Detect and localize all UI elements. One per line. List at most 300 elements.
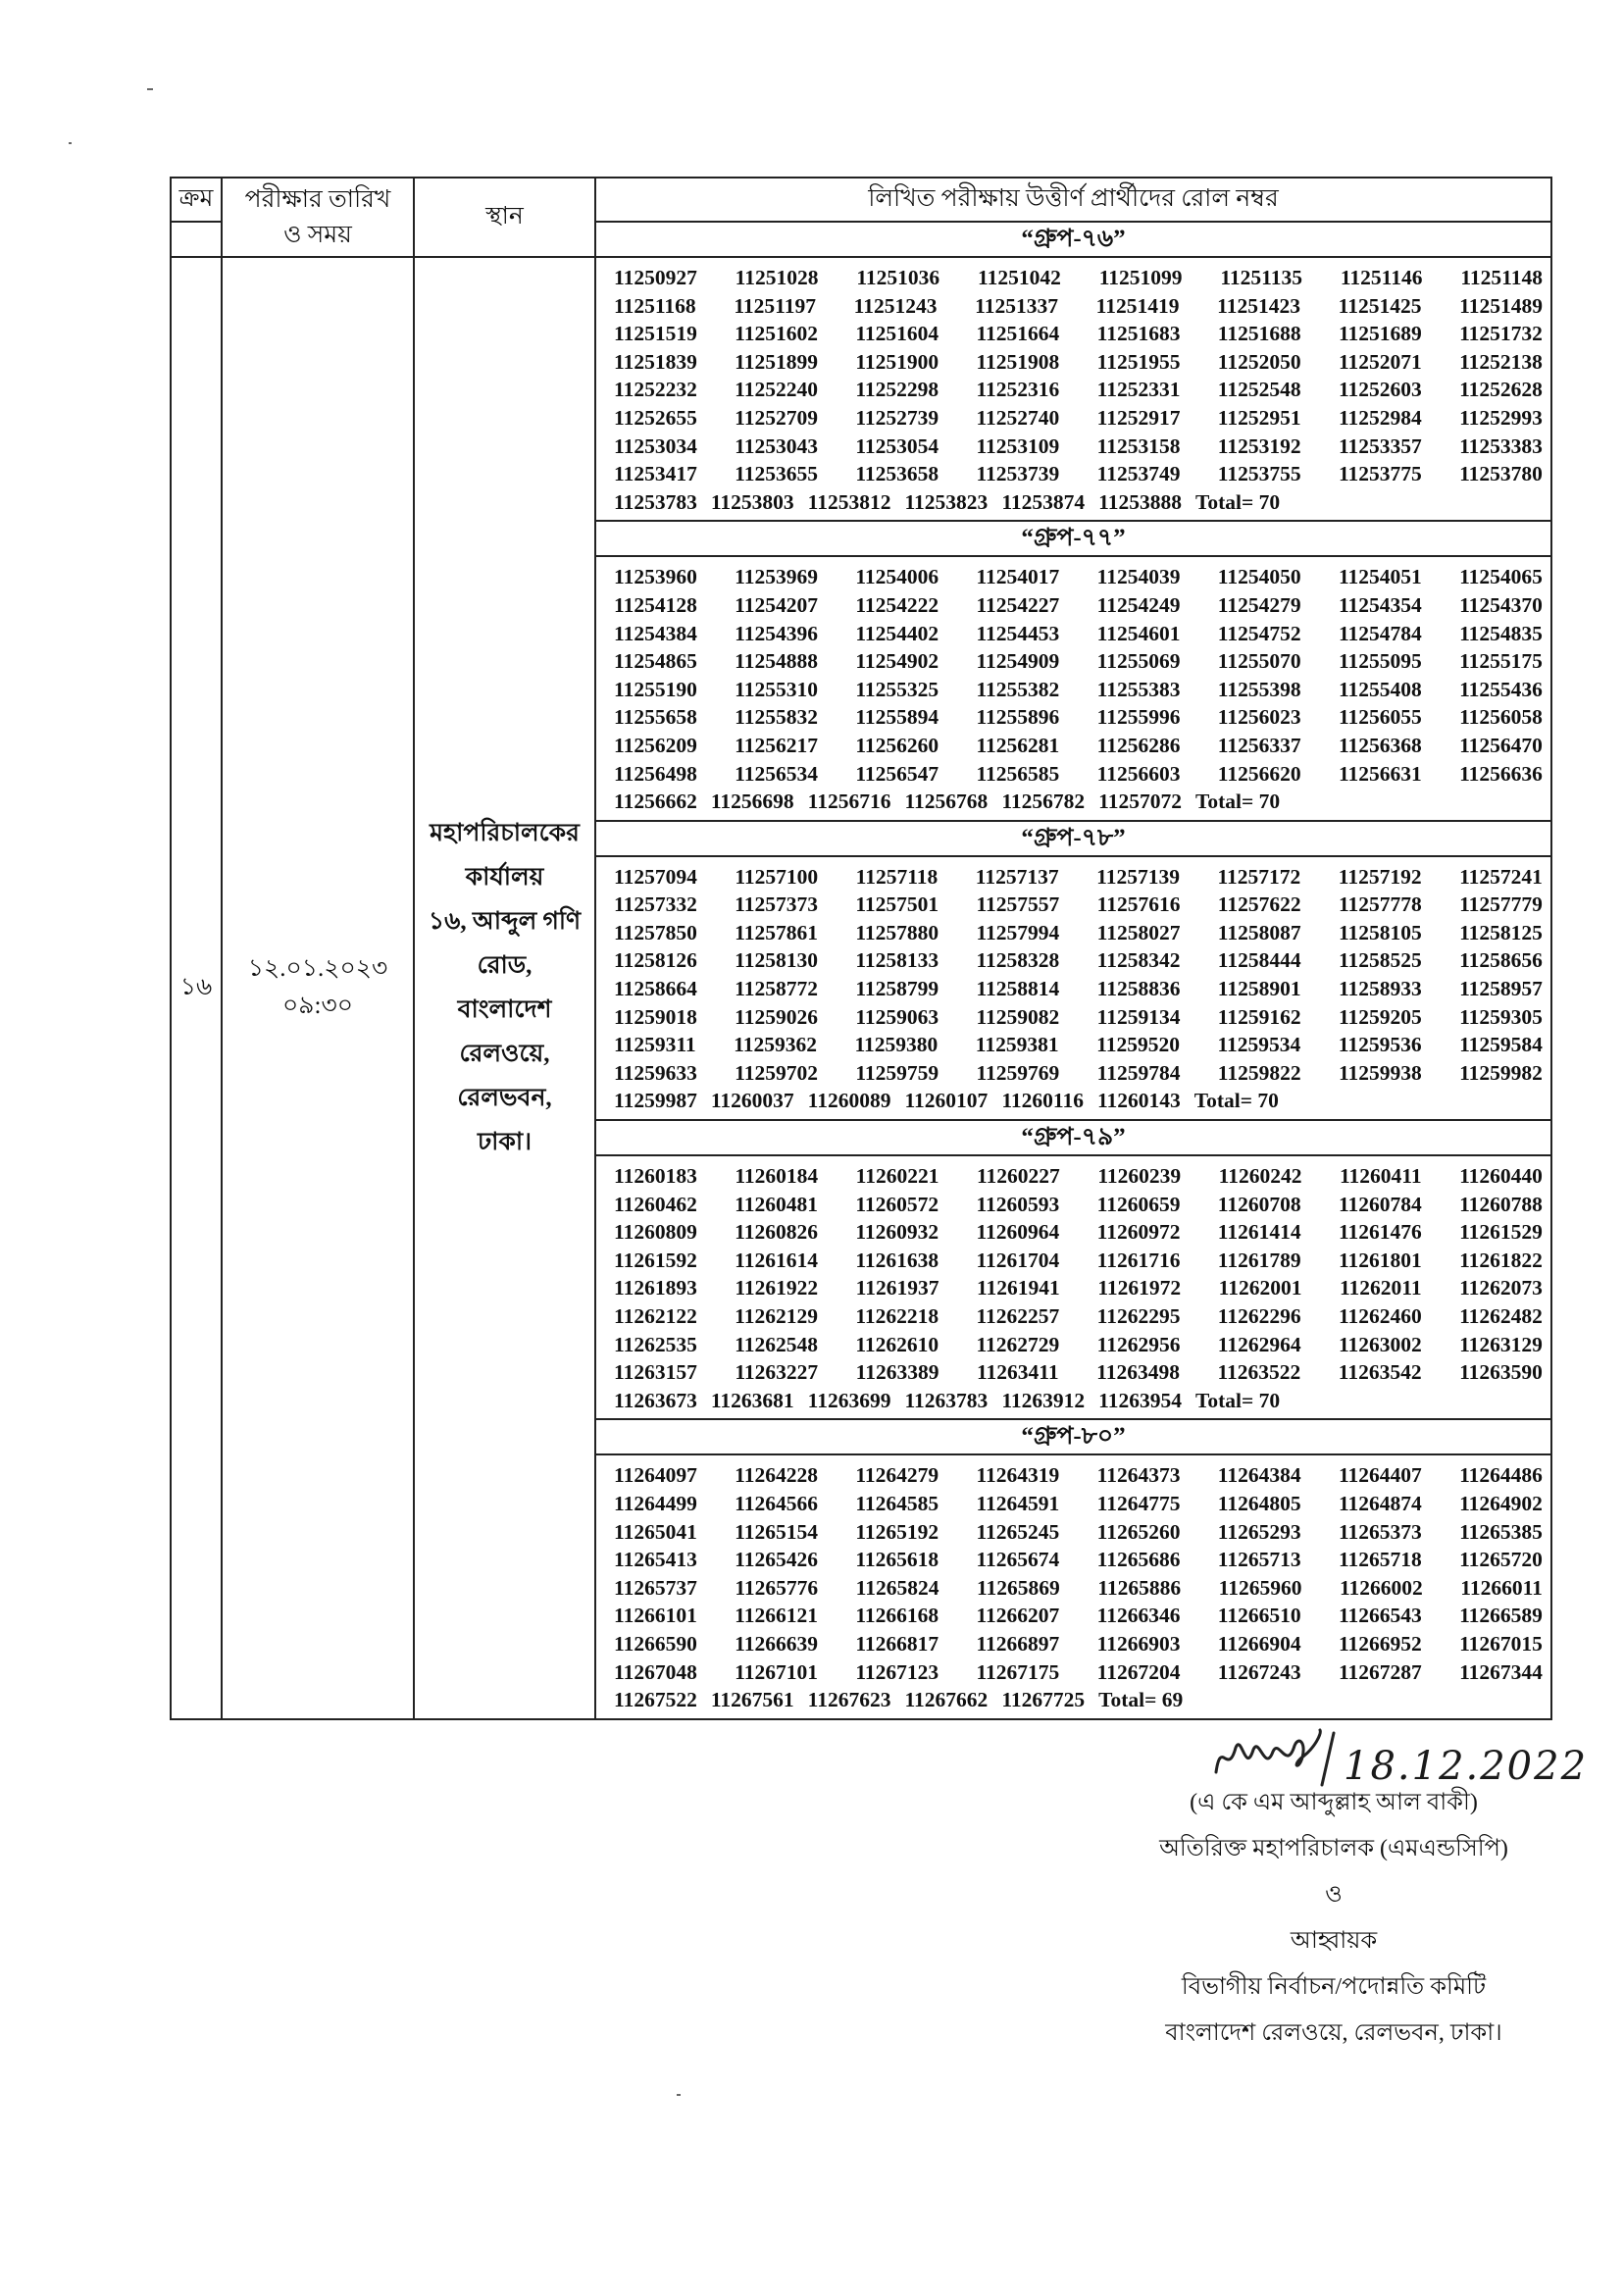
roll-number: 11259633 (614, 1060, 697, 1085)
roll-number: 11257137 (975, 864, 1059, 889)
roll-number: 11260809 (614, 1220, 697, 1245)
scan-speck (147, 88, 153, 90)
roll-number: 11263783 (904, 1388, 989, 1412)
roll-number-row (614, 863, 1543, 892)
roll-number: 11258027 (1096, 920, 1181, 944)
roll-number: 11253054 (855, 433, 939, 458)
roll-number: 11263681 (710, 1388, 794, 1412)
roll-number: 11253969 (735, 565, 818, 589)
group-total: Total= 70 (1194, 790, 1281, 814)
roll-number: 11252709 (735, 405, 818, 430)
exam-date: ১২.০১.২০২৩ (247, 955, 388, 983)
roll-number-row (614, 264, 1543, 292)
roll-number: 11260440 (1459, 1164, 1543, 1189)
roll-number: 11251489 (1459, 293, 1543, 318)
roll-number: 11256368 (1338, 733, 1422, 757)
roll-number: 11252655 (614, 405, 697, 430)
roll-number: 11265824 (855, 1575, 939, 1600)
roll-number: 11260116 (1001, 1089, 1084, 1113)
roll-number: 11253383 (1459, 433, 1543, 458)
roll-number: 11256782 (1001, 790, 1086, 814)
group-rolls (595, 556, 1551, 820)
roll-number: 11266903 (1096, 1631, 1181, 1656)
roll-number: 11257861 (735, 920, 818, 944)
roll-number: 11256337 (1217, 733, 1301, 757)
roll-number: 11260227 (976, 1164, 1060, 1189)
roll-number: 11257172 (1217, 864, 1301, 889)
roll-number: 11259534 (1217, 1033, 1301, 1057)
roll-number: 11253749 (1096, 462, 1181, 486)
roll-number: 11258933 (1338, 977, 1422, 1001)
group-total: Total= 70 (1193, 1089, 1279, 1113)
roll-number: 11264499 (614, 1491, 697, 1515)
roll-number: 11265737 (614, 1575, 697, 1600)
roll-number: 11264279 (855, 1463, 939, 1488)
roll-number: 11260037 (710, 1089, 794, 1113)
roll-number-row (614, 946, 1543, 975)
roll-number-row (614, 732, 1543, 760)
roll-number: 11264486 (1459, 1463, 1543, 1488)
roll-number-row (614, 1686, 1543, 1714)
roll-number: 11251732 (1459, 322, 1543, 346)
roll-number-row (614, 376, 1543, 404)
venue-line: রেলভবন, (457, 1085, 552, 1112)
roll-number: 11262964 (1217, 1332, 1301, 1356)
roll-number: 11262295 (1096, 1304, 1181, 1328)
roll-number: 11253739 (976, 462, 1060, 486)
roll-number-row (614, 760, 1543, 789)
roll-number: 11254017 (976, 565, 1060, 589)
roll-number: 11251689 (1338, 322, 1422, 346)
roll-number: 11266510 (1217, 1604, 1301, 1628)
roll-number: 11253655 (735, 462, 818, 486)
roll-number: 11254453 (976, 621, 1060, 645)
roll-number: 11253812 (807, 489, 891, 514)
roll-number: 11266590 (614, 1631, 697, 1656)
roll-number: 11254051 (1338, 565, 1422, 589)
roll-number: 11257778 (1338, 892, 1422, 917)
roll-number: 11261801 (1338, 1248, 1422, 1272)
roll-number: 11265960 (1218, 1575, 1302, 1600)
roll-number-row (614, 1630, 1543, 1658)
roll-number: 11254039 (1096, 565, 1181, 589)
roll-number: 11254402 (855, 621, 939, 645)
roll-number: 11266589 (1459, 1604, 1543, 1628)
roll-number: 11259759 (855, 1060, 939, 1085)
venue-line: মহাপরিচালকের (430, 820, 580, 847)
roll-number: 11255310 (735, 677, 818, 701)
roll-number: 11265192 (855, 1519, 939, 1544)
roll-number: 11266543 (1338, 1604, 1422, 1628)
roll-number: 11258525 (1338, 948, 1422, 973)
roll-number: 11254752 (1217, 621, 1301, 645)
roll-number: 11265713 (1217, 1548, 1301, 1572)
roll-number-row (614, 1574, 1543, 1603)
roll-number: 11259584 (1459, 1033, 1543, 1057)
roll-number: 11252050 (1217, 349, 1301, 374)
roll-number-row (614, 676, 1543, 704)
roll-number: 11261529 (1459, 1220, 1543, 1245)
roll-number: 11252628 (1459, 378, 1543, 402)
roll-number: 11258799 (855, 977, 939, 1001)
roll-number: 11263129 (1459, 1332, 1543, 1356)
roll-number: 11254784 (1338, 621, 1422, 645)
roll-number-row (614, 1461, 1543, 1490)
roll-number: 11255832 (735, 705, 818, 730)
roll-number: 11251036 (856, 266, 940, 289)
roll-number: 11255190 (614, 677, 697, 701)
signatory-conjunction: ও (1325, 1882, 1343, 1908)
roll-number-row (614, 647, 1543, 676)
roll-number: 11265869 (976, 1575, 1060, 1600)
roll-number: 11261972 (1097, 1276, 1182, 1300)
roll-number-row (614, 404, 1543, 433)
roll-number: 11253823 (904, 489, 989, 514)
roll-number: 11265373 (1338, 1519, 1422, 1544)
roll-number: 11254065 (1459, 565, 1543, 589)
roll-number: 11262011 (1339, 1276, 1422, 1300)
roll-number: 11261822 (1459, 1248, 1543, 1272)
roll-number: 11260481 (735, 1192, 818, 1216)
roll-number: 11261893 (614, 1276, 697, 1300)
roll-number: 11251900 (855, 349, 939, 374)
roll-number: 11267015 (1459, 1631, 1543, 1656)
roll-number: 11260143 (1096, 1089, 1181, 1113)
roll-number: 11253780 (1459, 462, 1543, 486)
roll-number: 11257779 (1459, 892, 1543, 917)
roll-number: 11264591 (976, 1491, 1060, 1515)
roll-number: 11251683 (1096, 322, 1181, 346)
roll-number-row (614, 1358, 1543, 1387)
roll-number: 11267522 (614, 1688, 697, 1712)
office-address: বাংলাদেশ রেলওয়ে, রেলভবন, ঢাকা। (1165, 2020, 1502, 2046)
roll-number: 11263954 (1098, 1388, 1182, 1412)
roll-number: 11251337 (975, 293, 1058, 318)
roll-number: 11253755 (1217, 462, 1301, 486)
scan-speck (69, 142, 72, 144)
roll-number: 11267287 (1338, 1659, 1422, 1684)
venue-line: রোড, (477, 952, 533, 980)
roll-number: 11266002 (1339, 1575, 1423, 1600)
roll-number: 11264097 (614, 1463, 697, 1488)
roll-number: 11261476 (1338, 1220, 1422, 1245)
roll-number: 11260462 (614, 1192, 697, 1216)
roll-number: 11257192 (1338, 864, 1422, 889)
roll-number: 11257139 (1096, 864, 1180, 889)
roll-number: 11253658 (855, 462, 939, 486)
roll-number: 11256636 (1459, 761, 1543, 786)
roll-number: 11259205 (1338, 1004, 1422, 1029)
roll-number-row (614, 1387, 1543, 1415)
group-total: Total= 70 (1194, 1388, 1281, 1412)
signatory-name: (এ কে এম আব্দুল্লাহ আল বাকী) (1190, 1790, 1478, 1815)
roll-number: 11257850 (614, 920, 697, 944)
roll-number-row (614, 891, 1543, 919)
venue-line: ১৬, আব্দুল গণি (428, 908, 582, 936)
roll-number-row (614, 620, 1543, 648)
group-rolls (595, 856, 1551, 1120)
roll-number: 11253803 (710, 489, 794, 514)
roll-number: 11261941 (976, 1276, 1060, 1300)
roll-number: 11259026 (735, 1004, 818, 1029)
roll-number: 11259536 (1338, 1033, 1422, 1057)
roll-number: 11252240 (735, 378, 818, 402)
roll-number: 11265293 (1217, 1519, 1301, 1544)
roll-number: 11262460 (1338, 1304, 1422, 1328)
roll-number: 11256585 (976, 761, 1060, 786)
roll-number: 11260932 (855, 1220, 939, 1245)
roll-number: 11261638 (855, 1248, 939, 1272)
roll-number: 11251042 (978, 266, 1061, 289)
roll-number: 11251135 (1220, 266, 1302, 289)
group-total: Total= 69 (1098, 1688, 1184, 1712)
roll-number: 11266639 (735, 1631, 818, 1656)
roll-number: 11257994 (976, 920, 1060, 944)
roll-number: 11252917 (1096, 405, 1181, 430)
roll-number: 11251519 (614, 322, 697, 346)
roll-number: 11259082 (976, 1004, 1060, 1029)
roll-number-row (614, 591, 1543, 620)
roll-number: 11255996 (1096, 705, 1181, 730)
roll-number: 11255382 (976, 677, 1060, 701)
roll-number: 11254835 (1459, 621, 1543, 645)
roll-number: 11254279 (1217, 592, 1301, 617)
roll-number: 11259162 (1217, 1004, 1301, 1029)
roll-number: 11258957 (1459, 977, 1543, 1001)
roll-number: 11264585 (855, 1491, 939, 1515)
roll-number: 11263157 (614, 1360, 697, 1385)
roll-number: 11254006 (855, 565, 939, 589)
roll-number: 11266121 (735, 1604, 818, 1628)
scan-speck (677, 2094, 681, 2096)
roll-number: 11262073 (1459, 1276, 1543, 1300)
roll-number: 11252740 (976, 405, 1060, 430)
roll-number: 11251419 (1095, 293, 1180, 318)
roll-number: 11256055 (1338, 705, 1422, 730)
roll-number-row (614, 788, 1543, 816)
roll-number-row (614, 1218, 1543, 1247)
roll-number: 11264775 (1096, 1491, 1181, 1515)
venue-line: রেলওয়ে, (459, 1041, 550, 1068)
roll-number: 11260107 (904, 1089, 989, 1113)
group-title: “গ্রুপ-৭৬” (595, 222, 1551, 257)
roll-number: 11266904 (1217, 1631, 1301, 1656)
roll-number: 11251168 (614, 293, 696, 318)
roll-number: 11257100 (735, 864, 819, 889)
roll-number: 11261789 (1217, 1248, 1301, 1272)
roll-number-row (614, 1087, 1543, 1115)
roll-number: 11260708 (1217, 1192, 1301, 1216)
roll-number: 11265674 (976, 1548, 1060, 1572)
roll-number: 11258130 (735, 948, 818, 973)
group-rolls (595, 1454, 1551, 1718)
roll-number-row (614, 563, 1543, 591)
roll-number: 11259520 (1096, 1033, 1180, 1057)
roll-number: 11260964 (976, 1220, 1060, 1245)
roll-number: 11254050 (1217, 565, 1301, 589)
signatory-designation: অতিরিক্ত মহাপরিচালক (এমএন্ডসিপি) (1159, 1836, 1508, 1861)
roll-number: 11251146 (1340, 266, 1423, 289)
roll-number: 11251688 (1217, 322, 1301, 346)
roll-number-row (614, 292, 1543, 321)
group-title: “গ্রুপ-৭৮” (595, 821, 1551, 856)
roll-number: 11267048 (614, 1659, 697, 1684)
roll-number: 11267662 (904, 1688, 989, 1712)
roll-number: 11257241 (1459, 864, 1543, 889)
roll-number: 11256281 (976, 733, 1060, 757)
roll-number: 11257616 (1096, 892, 1181, 917)
roll-number: 11259311 (614, 1033, 696, 1057)
signature-block (1118, 1780, 1549, 2057)
roll-number: 11256470 (1459, 733, 1543, 757)
roll-number: 11266897 (976, 1631, 1060, 1656)
roll-number: 11267204 (1096, 1659, 1181, 1684)
exam-time: ০৯:৩০ (282, 993, 353, 1020)
roll-number: 11257622 (1217, 892, 1301, 917)
roll-number-row (614, 1602, 1543, 1630)
roll-number: 11251664 (976, 322, 1060, 346)
roll-number-row (614, 1162, 1543, 1191)
header-date-line1: পরীক্ষার তারিখ (244, 185, 391, 213)
roll-number: 11259381 (975, 1033, 1059, 1057)
roll-number: 11252232 (614, 378, 697, 402)
roll-number: 11252739 (855, 405, 939, 430)
roll-number: 11264373 (1096, 1463, 1181, 1488)
roll-number-row (614, 1003, 1543, 1032)
roll-number: 11255408 (1338, 677, 1422, 701)
roll-number: 11255069 (1096, 649, 1181, 674)
header-date-time (222, 178, 414, 257)
roll-number: 11262956 (1096, 1332, 1181, 1356)
roll-number: 11253417 (614, 462, 697, 486)
roll-number: 11265618 (855, 1548, 939, 1572)
roll-number: 11258133 (855, 948, 939, 973)
roll-number: 11256058 (1459, 705, 1543, 730)
roll-number: 11251839 (614, 349, 697, 374)
roll-number: 11262729 (976, 1332, 1060, 1356)
roll-number: 11265154 (735, 1519, 818, 1544)
roll-number: 11251425 (1338, 293, 1422, 318)
roll-number: 11255398 (1217, 677, 1301, 701)
roll-number: 11263590 (1459, 1360, 1543, 1385)
handwritten-date: 18.12.2022 (1344, 1744, 1589, 1789)
roll-number-row (614, 1331, 1543, 1359)
roll-number: 11266101 (614, 1604, 697, 1628)
roll-number: 11262257 (976, 1304, 1060, 1328)
roll-number: 11254249 (1096, 592, 1181, 617)
roll-number: 11263227 (735, 1360, 819, 1385)
roll-number: 11261922 (735, 1276, 819, 1300)
roll-number: 11260826 (735, 1220, 818, 1245)
roll-number: 11251197 (734, 293, 816, 318)
roll-number: 11258105 (1338, 920, 1422, 944)
roll-number-row (614, 1658, 1543, 1687)
roll-number: 11265426 (735, 1548, 818, 1572)
roll-number: 11263522 (1217, 1360, 1301, 1385)
roll-number-row (614, 1274, 1543, 1302)
roll-number: 11256534 (735, 761, 818, 786)
roll-number: 11251243 (853, 293, 938, 318)
roll-number: 11253043 (735, 433, 818, 458)
roll-number: 11256023 (1217, 705, 1301, 730)
roll-number: 11251899 (735, 349, 818, 374)
roll-number-row (614, 433, 1543, 461)
serial-cell: ১৬ (171, 257, 222, 1719)
roll-number: 11258772 (735, 977, 818, 1001)
committee-name: বিভাগীয় নির্বাচন/পদোন্নতি কমিটি (1181, 1974, 1487, 2000)
roll-number: 11261937 (855, 1276, 939, 1300)
roll-number: 11251955 (1096, 349, 1181, 374)
roll-number: 11259063 (855, 1004, 939, 1029)
roll-number: 11253109 (976, 433, 1060, 458)
roll-number: 11260184 (735, 1164, 819, 1189)
roll-number: 11255658 (614, 705, 697, 730)
roll-number: 11254902 (855, 649, 939, 674)
roll-number: 11251099 (1098, 266, 1183, 289)
roll-number: 11253960 (614, 565, 697, 589)
signatory-role: আহ্বায়ক (1290, 1928, 1378, 1954)
roll-number: 11258836 (1096, 977, 1181, 1001)
roll-number: 11259982 (1459, 1060, 1543, 1085)
venue-line: কার্যালয় (465, 864, 544, 892)
roll-number: 11251604 (855, 322, 939, 346)
roll-number: 11255383 (1096, 677, 1181, 701)
roll-number: 11258444 (1217, 948, 1301, 973)
roll-number: 11253158 (1096, 433, 1181, 458)
roll-number: 11259938 (1338, 1060, 1422, 1085)
roll-number: 11253874 (1001, 489, 1086, 514)
roll-number: 11259784 (1096, 1060, 1181, 1085)
roll-number: 11257880 (855, 920, 939, 944)
roll-number: 11266207 (976, 1604, 1060, 1628)
roll-number: 11267623 (807, 1688, 891, 1712)
roll-number: 11259305 (1459, 1004, 1543, 1029)
roll-number: 11260593 (976, 1192, 1060, 1216)
roll-number: 11263699 (807, 1388, 891, 1412)
roll-number-row (614, 1546, 1543, 1574)
roll-number: 11260972 (1096, 1220, 1181, 1245)
roll-number: 11264384 (1217, 1463, 1301, 1488)
roll-number: 11262535 (614, 1332, 697, 1356)
roll-number: 11252071 (1338, 349, 1422, 374)
roll-number: 11265776 (735, 1575, 819, 1600)
roll-number: 11258814 (976, 977, 1060, 1001)
roll-number: 11262122 (614, 1304, 697, 1328)
group-title: “গ্রুপ-৮০” (595, 1419, 1551, 1454)
roll-number: 11254909 (976, 649, 1060, 674)
roll-number: 11250927 (614, 266, 697, 289)
roll-number: 11251602 (735, 322, 818, 346)
roll-number: 11254128 (614, 592, 697, 617)
roll-number: 11262001 (1218, 1276, 1302, 1300)
roll-number: 11258664 (614, 977, 697, 1001)
roll-number: 11256698 (710, 790, 794, 814)
roll-number-row (614, 1191, 1543, 1219)
roll-number: 11258125 (1459, 920, 1543, 944)
group-total: Total= 70 (1194, 489, 1281, 514)
header-venue: স্থান (414, 178, 595, 257)
roll-number: 11263411 (976, 1360, 1059, 1385)
roll-number: 11264319 (976, 1463, 1060, 1488)
header-serial-spacer (171, 222, 222, 257)
roll-number: 11259987 (614, 1089, 697, 1113)
roll-number: 11252993 (1459, 405, 1543, 430)
roll-number: 11253357 (1338, 433, 1422, 458)
roll-number-row (614, 1247, 1543, 1275)
roll-number: 11255325 (855, 677, 939, 701)
roll-number: 11263498 (1096, 1360, 1180, 1385)
roll-number: 11266817 (855, 1631, 939, 1656)
